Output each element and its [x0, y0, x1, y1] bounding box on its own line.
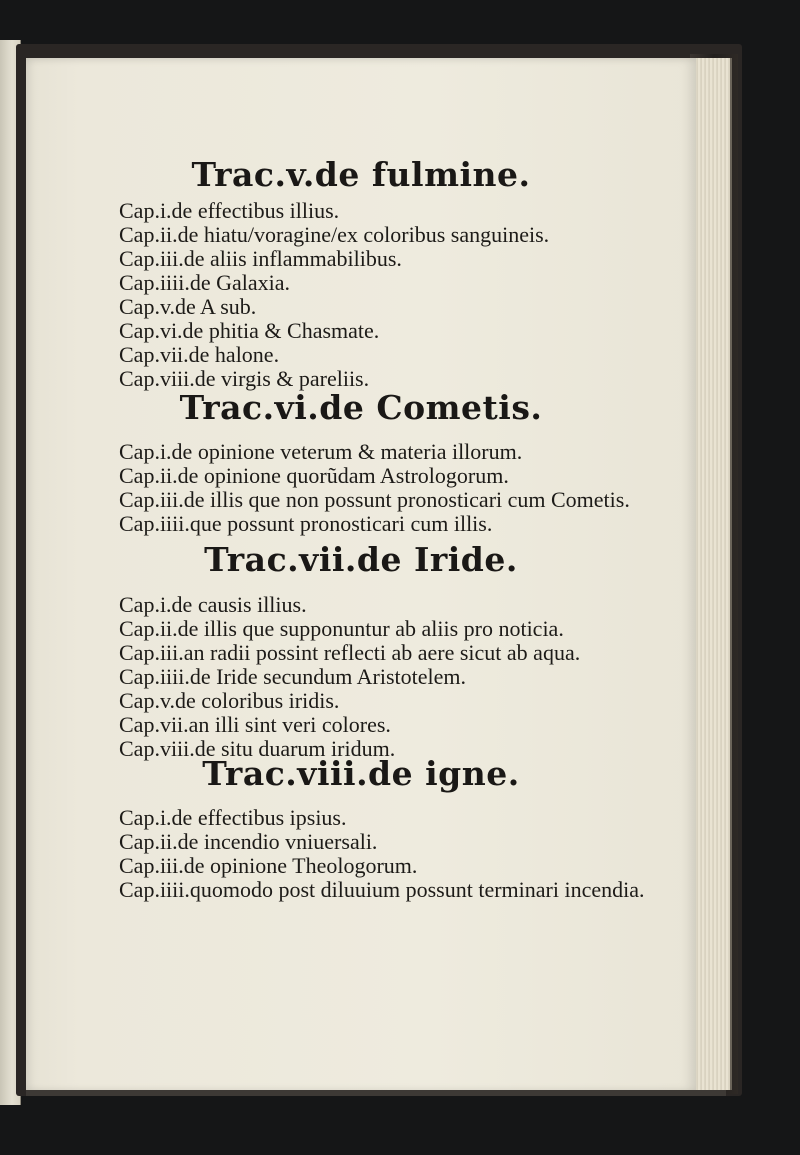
chapter-line: Cap.i.de opinione veterum & materia illorum. [119, 439, 523, 464]
chapter-line: Cap.v.de coloribus iridis. [119, 688, 340, 713]
chapter-line: Cap.ii.de hiatu/voragine/ex coloribus sanguineis. [119, 222, 550, 247]
page-stack-edge [690, 58, 732, 1090]
chapter-line: Cap.i.de causis illius. [119, 592, 307, 617]
chapter-line: Cap.ii.de opinione quorũdam Astrologorum. [119, 463, 509, 488]
chapter-line: Cap.iiii.que possunt pronosticari cum illis. [119, 511, 493, 536]
chapter-line: Cap.vii.an illi sint veri colores. [119, 712, 391, 737]
chapter-line: Cap.iii.an radii possint reflecti ab aere sicut ab aqua. [119, 640, 581, 665]
section-heading: Trac.v.de fulmine. [191, 155, 531, 194]
chapter-line: Cap.iii.de aliis inflammabilibus. [119, 246, 402, 271]
chapter-line: Cap.i.de effectibus ipsius. [119, 805, 347, 830]
section-heading: Trac.viii.de igne. [202, 754, 520, 793]
chapter-line: Cap.iiii.quomodo post diluuium possunt terminari incendia. [119, 877, 645, 902]
chapter-line: Cap.ii.de illis que supponuntur ab aliis pro noticia. [119, 616, 564, 641]
chapter-line: Cap.v.de A sub. [119, 294, 257, 319]
chapter-line: Cap.vii.de halone. [119, 342, 280, 367]
chapter-line: Cap.vi.de phitia & Chasmate. [119, 318, 380, 343]
page-bottom-shadow [26, 1090, 726, 1096]
book-page [26, 58, 696, 1092]
chapter-line: Cap.i.de effectibus illius. [119, 198, 340, 223]
chapter-line: Cap.iiii.de Iride secundum Aristotelem. [119, 664, 467, 689]
chapter-line: Cap.iii.de opinione Theologorum. [119, 853, 418, 878]
chapter-line: Cap.ii.de incendio vniuersali. [119, 829, 378, 854]
chapter-line: Cap.iiii.de Galaxia. [119, 270, 291, 295]
section-heading: Trac.vii.de Iride. [204, 540, 518, 579]
chapter-line: Cap.viii.de situ duarum iridum. [119, 736, 396, 761]
section-heading: Trac.vi.de Cometis. [179, 388, 543, 427]
chapter-line: Cap.iii.de illis que non possunt pronosticari cum Cometis. [119, 487, 630, 512]
chapter-line: Cap.viii.de virgis & pareliis. [119, 366, 370, 391]
